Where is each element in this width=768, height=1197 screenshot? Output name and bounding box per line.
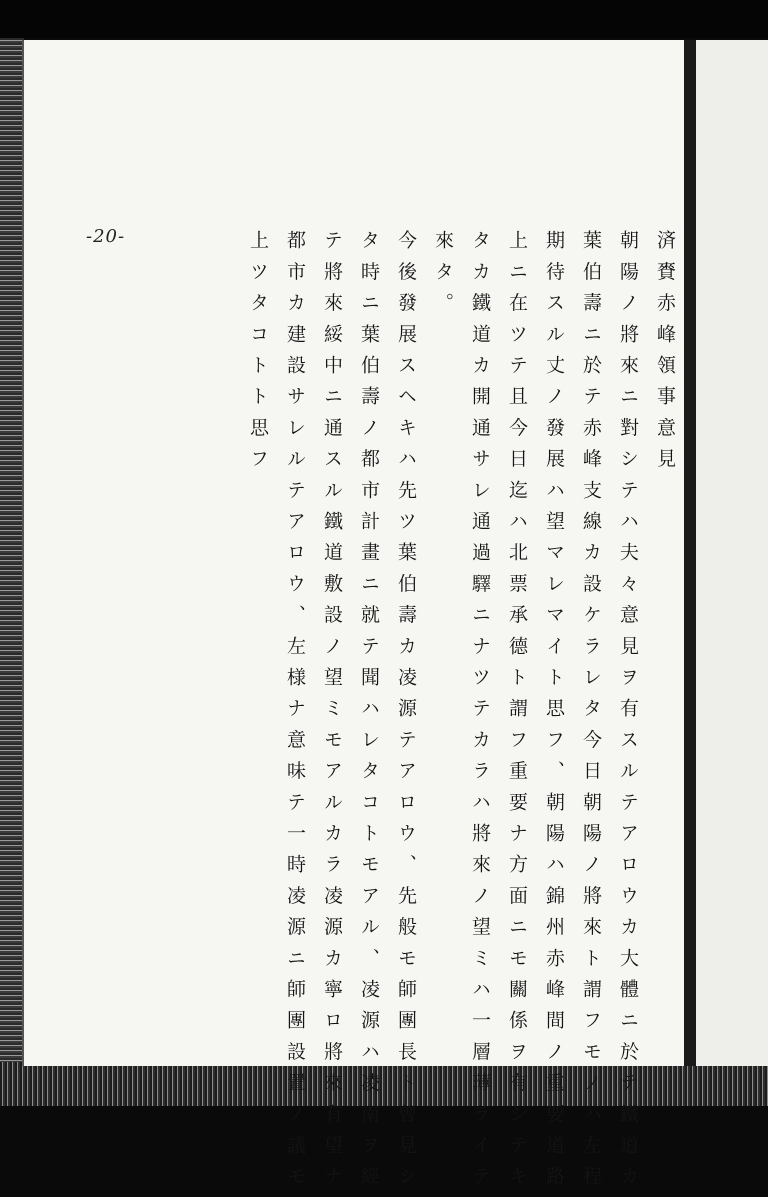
document-page <box>22 40 688 1197</box>
text-column-2: 葉伯壽ニ於テ赤峰支線カ設ケラレタ今日朝陽ノ將來ト謂フモノハ左程 <box>580 230 602 1197</box>
book-edge-bottom <box>0 1062 768 1106</box>
scan-border-top <box>0 0 768 38</box>
text-column-9: テ將來綏中ニ通スル鐵道敷設ノ望ミモアルカラ凌源カ寧ロ將來有望ナ <box>321 230 343 1197</box>
text-column-6: 來タ。 <box>432 230 454 324</box>
text-column-1: 朝陽ノ將來ニ對シテハ夫々意見ヲ有スルテアロウカ大體ニ於テ鐵道カ <box>617 230 639 1197</box>
facing-page-edge <box>696 40 768 1066</box>
text-column-8: タ時ニ葉伯壽ノ都市計畫ニ就テ聞ハレタコトモアル、凌源ハ凌南ヲ經 <box>358 230 380 1197</box>
text-column-10: 都市カ建設サレルテアロウ、左様ナ意味テ一時凌源ニ師團設置ノ議モ <box>284 230 306 1197</box>
book-spine <box>684 40 696 1066</box>
document-title: 済賚赤峰領事意見 <box>654 230 676 480</box>
vertical-text-block <box>224 230 676 1197</box>
text-column-3: 期待スル丈ノ發展ハ望マレマイト思フ、朝陽ハ錦州赤峰間ノ重要道路 <box>543 230 565 1197</box>
text-column-7: 今後發展スヘキハ先ツ葉伯壽カ凌源テアロウ、先般モ師團長ト曾見シ <box>395 230 417 1197</box>
book-edge-left <box>0 38 24 1068</box>
page-number: -20- <box>86 226 126 247</box>
text-column-4: 上ニ在ツテ且今日迄ハ北票承德ト謂フ重要ナ方面ニモ關係ヲ有シテキ <box>506 230 528 1197</box>
text-column-11: 上ツタコトト思フ <box>247 230 269 480</box>
text-column-5: タカ鐵道カ開通サレ通過驛ニナツテカラハ將來ノ望ミハ一層薄ライテ <box>469 230 491 1197</box>
